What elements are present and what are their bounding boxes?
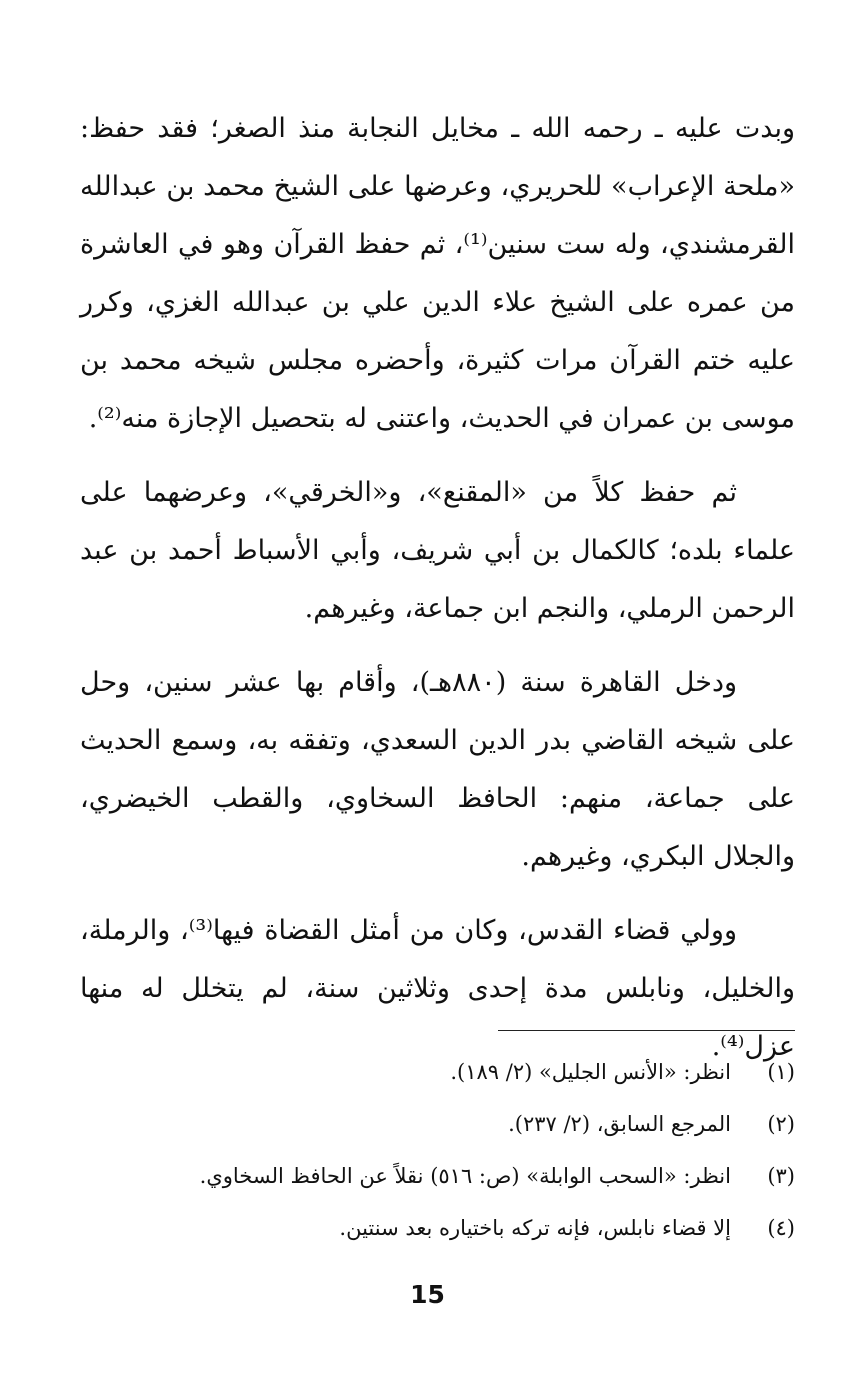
paragraph-memorization: ثم حفظ كلاً من «المقنع»، و«الخرقي»، وعرضهما على علماء بلده؛ كالكمال بن أبي شريف، وأبي الأسباط أحمد بن عبد الرحمن الرملي، والنجم ابن جماعة، وغيرهم. — [80, 477, 795, 624]
footnote-number: (٣) — [767, 1164, 795, 1188]
footnote-number: (٢) — [767, 1112, 795, 1136]
footnote-item — [80, 1098, 795, 1150]
paragraph-judgeship: وولي قضاء القدس، وكان من أمثل القضاة فيها⁽³⁾، والرملة، والخليل، ونابلس مدة إحدى وثلاثين سنة، لم يتخلل له منها عزل⁽⁴⁾. — [80, 915, 795, 1062]
footnote-number: (١) — [767, 1060, 795, 1084]
page-number: 15 — [410, 1280, 445, 1309]
paragraph-cairo: ودخل القاهرة سنة (٨٨٠هـ)، وأقام بها عشر سنين، وحل على شيخه القاضي بدر الدين السعدي، وتفقه به، وسمع الحديث على جماعة، منهم: الحافظ السخاوي، والقطب الخيضري، والجلال البكري، وغيرهم. — [80, 667, 795, 872]
footnote-text: المرجع السابق، (٢/ ٢٣٧). — [508, 1112, 731, 1136]
footnote-text: انظر: «السحب الوابلة» (ص: ٥١٦) نقلاً عن الحافظ السخاوي. — [199, 1164, 731, 1188]
footnote-text: إلا قضاء نابلس، فإنه تركه باختياره بعد سنتين. — [339, 1216, 731, 1240]
footnote-item — [80, 1150, 795, 1202]
main-text — [80, 100, 795, 1092]
footnote-item — [80, 1202, 795, 1254]
footnotes — [80, 1046, 795, 1254]
footnote-text: انظر: «الأنس الجليل» (٢/ ١٨٩). — [450, 1060, 731, 1084]
paragraph-upbringing: وبدت عليه ـ رحمه الله ـ مخايل النجابة منذ الصغر؛ فقد حفظ: «ملحة الإعراب» للحريري، وعرضها على الشيخ محمد بن عبدالله القرمشندي، وله ست سنين⁽¹⁾، ثم حفظ القرآن وهو في العاشرة من عمره على الشيخ علاء الدين علي بن عبدالله الغزي، وكرر عليه ختم القرآن مرات كثيرة، وأحضره مجلس شيخه محمد بن موسى بن عمران في الحديث، واعتنى له بتحصيل الإجازة منه⁽²⁾. — [80, 113, 795, 434]
footnote-item — [80, 1046, 795, 1098]
footnote-divider — [498, 1030, 795, 1031]
footnote-number: (٤) — [767, 1216, 795, 1240]
